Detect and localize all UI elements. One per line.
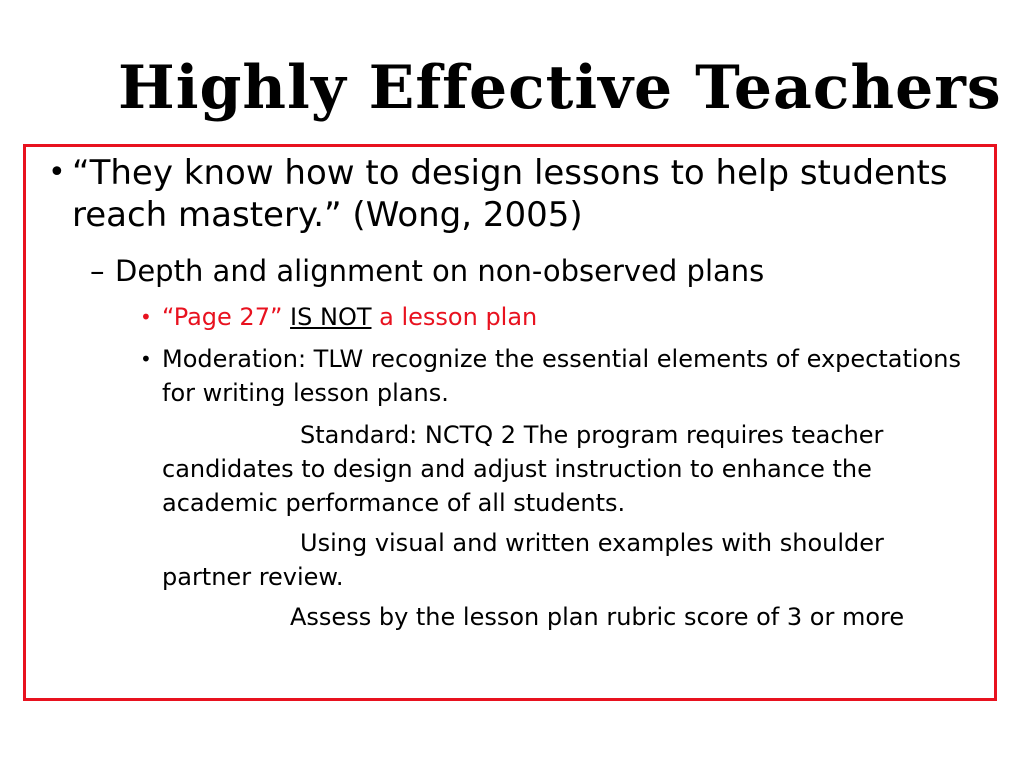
page-27-label: “Page 27” bbox=[162, 303, 283, 331]
paragraph-visual-examples: Using visual and written examples with shoulder partner review. bbox=[162, 529, 884, 591]
is-not-emphasis: IS NOT bbox=[290, 303, 372, 331]
bullet-marker: • bbox=[140, 347, 152, 371]
bullet-marker: • bbox=[140, 305, 152, 329]
bullet-wong-quote-text: “They know how to design lessons to help students reach mastery.” (Wong, 2005) bbox=[72, 153, 948, 235]
sub-bullet-depth-alignment-text: Depth and alignment on non-observed plans bbox=[115, 254, 765, 288]
lesson-plan-label: a lesson plan bbox=[379, 303, 538, 331]
sub-bullet-depth-alignment bbox=[90, 253, 970, 289]
paragraph-standard: Standard: NCTQ 2 The program requires teacher candidates to design and adjust instruction to enhance the academic performance of all students. bbox=[162, 421, 884, 517]
bullet-wong-quote bbox=[48, 152, 948, 236]
paragraph-assessment: Assess by the lesson plan rubric score of 3 or more bbox=[290, 603, 905, 631]
slide-title: Highly Effective Teachers bbox=[118, 53, 1002, 123]
sub-bullet-page-27 bbox=[140, 300, 970, 334]
bullet-marker: • bbox=[48, 155, 66, 190]
dash-marker: – bbox=[90, 254, 105, 288]
sub-bullet-moderation-text: Moderation: TLW recognize the essential elements of expectations for writing lesson plans. bbox=[162, 345, 961, 407]
sub-bullet-moderation bbox=[140, 342, 970, 410]
